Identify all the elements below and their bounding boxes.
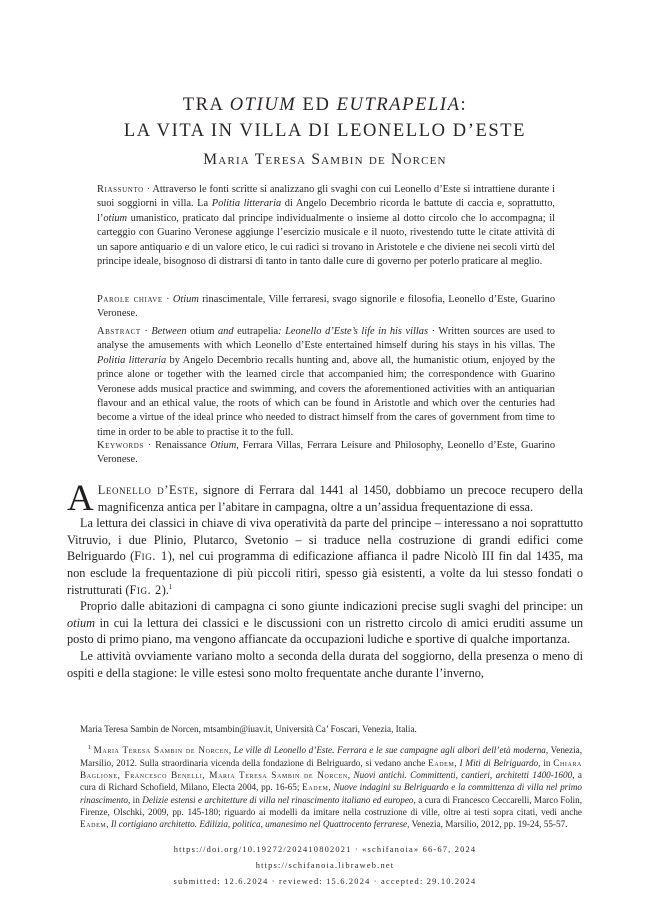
- paragraph-1: A Leonello d’Este, signore di Ferrara dal 1441 al 1450, dobbiamo un precoce recupero della magnificenza antica per l’abitare in campagna, oltre a un’assidua frequentazione di essa.: [67, 478, 583, 519]
- keywords-label: Keywords: [97, 440, 144, 451]
- paragraph-3: Proprio dalle abitazioni di campagna ci sono giunte indicazioni precise sugli svaghi del principe: un otium in cui la lettura dei classici e le discussioni con un ristretto circolo di amici eruditi assume un posto di primo piano, ma vengono affiancate da occupazioni ludiche e sportive di qualche importanza.: [67, 599, 583, 647]
- site-url[interactable]: https://schifanoia.libraweb.net: [255, 861, 395, 870]
- title-line-1: TRA OTIUM ED EUTRAPELIA:: [182, 95, 468, 115]
- keywords-block: Keywords · Renaissance Otium, Ferrara Villas, Ferrara Leisure and Philosophy, Leonello d’Este, Guarino Veronese.: [97, 440, 556, 466]
- doi-line[interactable]: https://doi.org/10.19272/202410802021 · «schifanoia» 66-67, 2024: [173, 845, 477, 854]
- paragraph-2: La lettura dei classici in chiave di viva operatività da parte del principe – interessano a noi soprattutto Vitruvio, i due Plinio, Plutarco, Svetonio – si traduce nella costruzione di grandi edifici come Belriguardo (Fig. 1), nel cui programma di edificazione affianca il padre Nicolò III fin dal 1435, ma non esclude la frequentazione di più piccoli ritiri, spesso già esistenti, a volte da lui stesso fondati o ristrutturati (Fig. 2).$^1$: [67, 516, 584, 597]
- parole-chiave-block: Parole chiave · Otium rinascimentale, Ville ferraresi, svago signorile e filosofia, Leonello d’Este, Guarino Veronese.: [97, 294, 556, 320]
- footnote-1: $^1$ Maria Teresa Sambin de Norcen, Le ville di Leonello d’Este. Ferrara e le sue campagne agli albori dell’età moderna, Venezia, Marsilio, 2012. Sulla straordinaria vicenda della fondazione di Belriguardo, si vedano anche Eadem, I Miti di Belriguardo, in Chiara Baglione, Francesco Benelli, Maria Teresa Sambin de Norcen, Nuovi antichi. Committenti, cantieri, architetti 1400-1600, a cura di Richard Schofield, Milano, Electa 2004, pp. 16-65; Eadem, Nuove indagini su Belriguardo e la committenza di villa nel primo rinascimento, in Delizie estensi e architetture di villa nel rinascimento italiano ed europeo, a cura di Francesco Ceccarelli, Marco Folin, Firenze, Olschki, 2009, pp. 145-180; riguardo ai modelli da imitare nella costruzione di ville, oltre ai testi sopra citati, vedi anche Eadem, Il cortigiano architetto. Edilizia, politica, umanesimo nel Quattrocento ferrarese, Venezia, Marsilio, 2012, pp. 19-24, 55-57.: [80, 745, 583, 830]
- paragraph-4: Le attività ovviamente variano molto a seconda della durata del soggiorno, della presenza o meno di ospiti e della stagione: le ville estesi sono molto frequentate anche durante l’inverno,: [67, 648, 583, 680]
- riassunto-block: Riassunto · Attraverso le fonti scritte si analizzano gli svaghi con cui Leonello d’Este si intrattiene durante i suoi soggiorni in villa. La Politia litteraria di Angelo Decembrio ricorda le battute di caccia e, soprattutto, l’otium umanistico, praticato dal principe individualmente o insieme al dotto circolo che lo accompagna; il carteggio con Guarino Veronese aggiunge l’esercizio musicale e il nuoto, rivestendo tutte le citate attività di un sapore antiquario e di un valore etico, le cui radici si trovano in Aristotele e che diviene nei secoli virtù del principe ideale, bisognoso di distrarsi di tanto in tanto dalle cure di governo per poterlo praticare al meglio.: [97, 184, 555, 268]
- figure-ref-2[interactable]: Fig. 2: [129, 582, 162, 597]
- drop-cap: A: [67, 478, 94, 519]
- submission-dates: submitted: 12.6.2024 · reviewed: 15.6.2024 · accepted: 29.10.2024: [173, 877, 477, 886]
- abstract-block: Abstract · Between otium and eutrapelia: Leonello d’Este’s life in his villas · Written sources are used to analyse the amusements with which Leonello d’Este entertained himself during his stays in his villas. The Politia litteraria by Angelo Decembrio recalls hunting and, above all, the humanistic otium, enjoyed by the prince alone or together with the learned circle that accompanied him; the correspondence with Guarino Veronese adds musical practice and swimming, and covers the aforementioned activities with an antiquarian flavour and an ethical value, the roots of which can be found in Aristotle and which over the centuries had become a virtue of the ideal prince who needed to distract himself from the cares of government from time to time in order to be able to practise it to the full.: [97, 326, 555, 438]
- article-author: Maria Teresa Sambin de Norcen: [203, 151, 447, 168]
- article-title: [80, 92, 570, 144]
- author-affiliation: Maria Teresa Sambin de Norcen, mtsambin@iuav.it, Università Ca’ Foscari, Venezia, Italia.: [80, 724, 417, 734]
- footnotes: [80, 723, 582, 830]
- riassunto-label: Riassunto: [97, 184, 144, 195]
- abstract-label: Abstract: [97, 326, 141, 337]
- title-line-2: LA VITA IN VILLA DI LEONELLO D’ESTE: [123, 121, 527, 141]
- footnote-ref-1[interactable]: 1: [168, 582, 173, 591]
- article-body: [67, 478, 584, 681]
- parole-chiave-label: Parole chiave: [97, 294, 163, 305]
- figure-ref-1[interactable]: Fig. 1: [134, 549, 168, 564]
